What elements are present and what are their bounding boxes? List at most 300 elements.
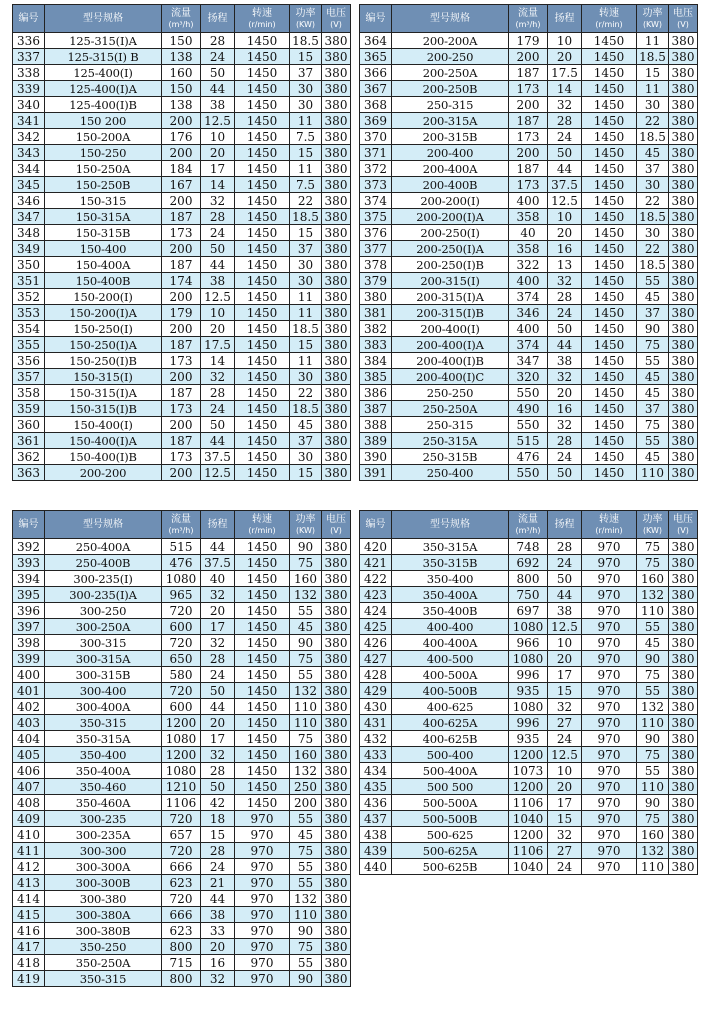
cell-power: 22 — [637, 241, 669, 257]
cell-flow: 476 — [509, 449, 548, 465]
cell-code: 368 — [360, 97, 392, 113]
header-model-label: 型号规格 — [83, 13, 123, 24]
cell-head: 44 — [548, 161, 582, 177]
cell-flow: 1080 — [509, 699, 548, 715]
cell-code: 437 — [360, 811, 392, 827]
header-model — [45, 5, 162, 33]
cell-model: 300-300 — [45, 843, 162, 859]
cell-model: 350-400B — [392, 603, 509, 619]
cell-speed: 1450 — [235, 747, 290, 763]
cell-head: 20 — [548, 225, 582, 241]
cell-head: 32 — [548, 273, 582, 289]
cell-speed: 1450 — [235, 417, 290, 433]
cell-flow: 966 — [509, 635, 548, 651]
cell-power: 160 — [290, 571, 322, 587]
cell-code: 371 — [360, 145, 392, 161]
cell-flow: 1200 — [509, 747, 548, 763]
header-voltage — [669, 511, 698, 539]
cell-code: 358 — [13, 385, 45, 401]
cell-voltage: 380 — [322, 859, 351, 875]
table-row — [13, 907, 351, 923]
cell-speed: 970 — [582, 747, 637, 763]
cell-head: 16 — [548, 401, 582, 417]
cell-power: 75 — [637, 337, 669, 353]
cell-speed: 1450 — [582, 177, 637, 193]
cell-head: 24 — [201, 401, 235, 417]
cell-power: 15 — [290, 225, 322, 241]
table-row — [360, 401, 698, 417]
cell-model: 400-400A — [392, 635, 509, 651]
table-row — [13, 587, 351, 603]
cell-flow: 1040 — [509, 811, 548, 827]
cell-head: 50 — [201, 417, 235, 433]
cell-power: 55 — [637, 683, 669, 699]
cell-model: 200-250(I) — [392, 225, 509, 241]
cell-code: 409 — [13, 811, 45, 827]
cell-flow: 200 — [162, 193, 201, 209]
cell-flow: 173 — [162, 225, 201, 241]
cell-head: 37.5 — [201, 555, 235, 571]
cell-head: 10 — [548, 635, 582, 651]
cell-code: 347 — [13, 209, 45, 225]
cell-power: 110 — [637, 603, 669, 619]
cell-speed: 970 — [235, 923, 290, 939]
table-row — [360, 635, 698, 651]
cell-speed: 970 — [582, 699, 637, 715]
cell-speed: 1450 — [582, 321, 637, 337]
cell-head: 21 — [201, 875, 235, 891]
cell-head: 24 — [201, 225, 235, 241]
cell-power: 30 — [290, 97, 322, 113]
cell-power: 22 — [290, 385, 322, 401]
table-row — [360, 49, 698, 65]
cell-voltage: 380 — [322, 353, 351, 369]
cell-head: 40 — [201, 571, 235, 587]
cell-speed: 970 — [582, 603, 637, 619]
cell-speed: 970 — [582, 779, 637, 795]
cell-voltage: 380 — [322, 65, 351, 81]
cell-code: 431 — [360, 715, 392, 731]
cell-flow: 187 — [162, 337, 201, 353]
cell-flow: 623 — [162, 923, 201, 939]
cell-speed: 1450 — [235, 321, 290, 337]
cell-flow: 692 — [509, 555, 548, 571]
cell-head: 20 — [548, 651, 582, 667]
cell-head: 44 — [548, 337, 582, 353]
cell-flow: 160 — [162, 65, 201, 81]
cell-flow: 200 — [162, 241, 201, 257]
table-row — [13, 177, 351, 193]
table-row — [13, 555, 351, 571]
cell-code: 404 — [13, 731, 45, 747]
cell-code: 363 — [13, 465, 45, 481]
cell-head: 33 — [201, 923, 235, 939]
header-flow-label: 流量 — [518, 513, 538, 525]
cell-speed: 1450 — [235, 241, 290, 257]
table-row — [360, 449, 698, 465]
header-voltage — [322, 5, 351, 33]
cell-voltage: 380 — [322, 209, 351, 225]
cell-head: 32 — [548, 827, 582, 843]
header-model-label: 型号规格 — [430, 13, 470, 24]
cell-speed: 970 — [235, 875, 290, 891]
cell-code: 435 — [360, 779, 392, 795]
cell-flow: 167 — [162, 177, 201, 193]
table-row — [13, 417, 351, 433]
cell-model: 350-315 — [45, 971, 162, 987]
cell-power: 200 — [290, 795, 322, 811]
cell-flow: 358 — [509, 241, 548, 257]
cell-voltage: 380 — [669, 177, 698, 193]
cell-voltage: 380 — [669, 337, 698, 353]
cell-code: 419 — [13, 971, 45, 987]
cell-power: 30 — [637, 177, 669, 193]
cell-power: 45 — [637, 145, 669, 161]
cell-speed: 1450 — [582, 113, 637, 129]
cell-speed: 1450 — [582, 449, 637, 465]
cell-speed: 1450 — [582, 385, 637, 401]
cell-voltage: 380 — [322, 417, 351, 433]
cell-power: 30 — [637, 97, 669, 113]
cell-head: 24 — [548, 129, 582, 145]
cell-model: 150-400(I)A — [45, 433, 162, 449]
cell-flow: 200 — [162, 321, 201, 337]
cell-speed: 1450 — [235, 113, 290, 129]
cell-speed: 970 — [582, 587, 637, 603]
cell-voltage: 380 — [322, 587, 351, 603]
cell-power: 75 — [290, 651, 322, 667]
table-row — [13, 971, 351, 987]
cell-head: 28 — [548, 113, 582, 129]
cell-flow: 320 — [509, 369, 548, 385]
cell-power: 45 — [637, 635, 669, 651]
header-flow-label: 流量 — [171, 7, 191, 19]
cell-speed: 970 — [582, 731, 637, 747]
cell-voltage: 380 — [669, 273, 698, 289]
cell-speed: 970 — [582, 715, 637, 731]
cell-head: 32 — [201, 587, 235, 603]
cell-code: 398 — [13, 635, 45, 651]
table-row — [360, 843, 698, 859]
cell-voltage: 380 — [669, 161, 698, 177]
cell-speed: 1450 — [235, 779, 290, 795]
cell-model: 250-315B — [392, 449, 509, 465]
cell-power: 30 — [290, 273, 322, 289]
cell-voltage: 380 — [322, 145, 351, 161]
cell-code: 337 — [13, 49, 45, 65]
cell-model: 200-200A — [392, 33, 509, 49]
header-power-label: 功率 — [642, 7, 663, 19]
cell-power: 22 — [637, 113, 669, 129]
header-row — [360, 511, 698, 539]
cell-voltage: 380 — [322, 827, 351, 843]
cell-model: 350-250 — [45, 939, 162, 955]
cell-code: 380 — [360, 289, 392, 305]
cell-voltage: 380 — [322, 619, 351, 635]
cell-flow: 1080 — [509, 651, 548, 667]
cell-power: 37 — [637, 401, 669, 417]
cell-speed: 1450 — [235, 161, 290, 177]
cell-code: 376 — [360, 225, 392, 241]
cell-model: 400-500B — [392, 683, 509, 699]
cell-model: 200-250 — [392, 49, 509, 65]
cell-head: 20 — [201, 939, 235, 955]
table-row — [13, 699, 351, 715]
cell-model: 300-300A — [45, 859, 162, 875]
cell-model: 350-460 — [45, 779, 162, 795]
header-code — [360, 511, 392, 539]
cell-voltage: 380 — [322, 891, 351, 907]
table-row — [13, 571, 351, 587]
cell-speed: 1450 — [235, 571, 290, 587]
header-voltage-unit: (V) — [330, 525, 342, 535]
cell-speed: 1450 — [235, 763, 290, 779]
table-row — [13, 97, 351, 113]
cell-model: 250-400B — [45, 555, 162, 571]
cell-voltage: 380 — [322, 337, 351, 353]
table-row — [360, 433, 698, 449]
cell-head: 15 — [548, 683, 582, 699]
cell-power: 30 — [290, 449, 322, 465]
cell-power: 132 — [637, 699, 669, 715]
cell-voltage: 380 — [669, 33, 698, 49]
cell-code: 382 — [360, 321, 392, 337]
cell-speed: 1450 — [582, 337, 637, 353]
cell-head: 50 — [201, 779, 235, 795]
cell-head: 17.5 — [201, 337, 235, 353]
cell-flow: 150 — [162, 33, 201, 49]
cell-speed: 970 — [582, 539, 637, 555]
cell-code: 425 — [360, 619, 392, 635]
cell-speed: 970 — [582, 843, 637, 859]
cell-speed: 1450 — [582, 289, 637, 305]
table-row — [360, 129, 698, 145]
cell-flow: 138 — [162, 49, 201, 65]
cell-power: 75 — [637, 539, 669, 555]
cell-code: 407 — [13, 779, 45, 795]
header-code — [13, 511, 45, 539]
cell-power: 90 — [637, 321, 669, 337]
cell-voltage: 380 — [322, 715, 351, 731]
cell-power: 132 — [637, 587, 669, 603]
cell-head: 28 — [201, 843, 235, 859]
cell-voltage: 380 — [322, 449, 351, 465]
cell-code: 377 — [360, 241, 392, 257]
cell-voltage: 380 — [322, 971, 351, 987]
table-row — [13, 289, 351, 305]
cell-head: 15 — [201, 827, 235, 843]
cell-speed: 1450 — [582, 209, 637, 225]
cell-speed: 970 — [582, 763, 637, 779]
cell-flow: 515 — [509, 433, 548, 449]
cell-flow: 200 — [162, 113, 201, 129]
cell-speed: 1450 — [582, 81, 637, 97]
cell-model: 150-200(I)A — [45, 305, 162, 321]
cell-model: 150-250A — [45, 161, 162, 177]
cell-code: 415 — [13, 907, 45, 923]
header-power-unit: (KW) — [642, 525, 663, 535]
table-row — [13, 369, 351, 385]
cell-speed: 970 — [235, 827, 290, 843]
cell-code: 440 — [360, 859, 392, 875]
cell-voltage: 380 — [322, 571, 351, 587]
table-row — [360, 369, 698, 385]
cell-voltage: 380 — [669, 305, 698, 321]
cell-power: 18.5 — [637, 209, 669, 225]
cell-power: 30 — [290, 257, 322, 273]
table-row — [360, 571, 698, 587]
cell-model: 500-500A — [392, 795, 509, 811]
cell-head: 44 — [201, 891, 235, 907]
cell-voltage: 380 — [322, 273, 351, 289]
cell-model: 400-500 — [392, 651, 509, 667]
cell-flow: 666 — [162, 859, 201, 875]
table-row — [360, 161, 698, 177]
table-row — [360, 683, 698, 699]
cell-speed: 1450 — [235, 97, 290, 113]
cell-voltage: 380 — [322, 603, 351, 619]
cell-model: 150-200(I) — [45, 289, 162, 305]
cell-head: 50 — [548, 571, 582, 587]
cell-code: 420 — [360, 539, 392, 555]
cell-voltage: 380 — [322, 289, 351, 305]
table-row — [13, 763, 351, 779]
cell-code: 413 — [13, 875, 45, 891]
cell-model: 200-400B — [392, 177, 509, 193]
cell-flow: 1080 — [162, 731, 201, 747]
cell-power: 110 — [290, 715, 322, 731]
cell-speed: 1450 — [235, 225, 290, 241]
cell-head: 28 — [548, 433, 582, 449]
cell-head: 28 — [201, 33, 235, 49]
cell-model: 300-315 — [45, 635, 162, 651]
header-row — [13, 511, 351, 539]
cell-power: 75 — [290, 939, 322, 955]
table-row — [360, 65, 698, 81]
cell-flow: 748 — [509, 539, 548, 555]
header-speed-label: 转速 — [252, 513, 272, 525]
cell-head: 32 — [548, 417, 582, 433]
cell-speed: 970 — [582, 859, 637, 875]
cell-head: 27 — [548, 843, 582, 859]
cell-flow: 1200 — [509, 779, 548, 795]
header-speed-unit: (r/min) — [248, 525, 276, 535]
cell-flow: 666 — [162, 907, 201, 923]
table-row — [360, 289, 698, 305]
cell-flow: 935 — [509, 731, 548, 747]
cell-head: 13 — [548, 257, 582, 273]
cell-voltage: 380 — [669, 193, 698, 209]
header-flow — [162, 511, 201, 539]
cell-power: 132 — [290, 587, 322, 603]
cell-head: 20 — [201, 715, 235, 731]
cell-voltage: 380 — [322, 161, 351, 177]
cell-code: 417 — [13, 939, 45, 955]
cell-code: 392 — [13, 539, 45, 555]
cell-speed: 1450 — [582, 369, 637, 385]
cell-model: 200-315(I)A — [392, 289, 509, 305]
cell-voltage: 380 — [322, 955, 351, 971]
cell-code: 410 — [13, 827, 45, 843]
cell-power: 37 — [290, 65, 322, 81]
cell-voltage: 380 — [669, 433, 698, 449]
table-row — [360, 779, 698, 795]
cell-code: 381 — [360, 305, 392, 321]
cell-model: 150-400A — [45, 257, 162, 273]
cell-code: 365 — [360, 49, 392, 65]
cell-power: 30 — [290, 81, 322, 97]
cell-model: 500-400 — [392, 747, 509, 763]
cell-flow: 1200 — [162, 747, 201, 763]
header-power — [290, 5, 322, 33]
header-head — [548, 5, 582, 33]
cell-model: 150-400B — [45, 273, 162, 289]
cell-flow: 657 — [162, 827, 201, 843]
cell-code: 350 — [13, 257, 45, 273]
header-voltage — [669, 5, 698, 33]
cell-flow: 515 — [162, 539, 201, 555]
cell-head: 17 — [201, 619, 235, 635]
cell-model: 250-250A — [392, 401, 509, 417]
cell-head: 28 — [548, 289, 582, 305]
table-row — [13, 859, 351, 875]
cell-power: 75 — [290, 843, 322, 859]
cell-voltage: 380 — [669, 587, 698, 603]
cell-model: 150-315(I)B — [45, 401, 162, 417]
cell-speed: 970 — [582, 651, 637, 667]
cell-flow: 600 — [162, 699, 201, 715]
cell-flow: 200 — [509, 145, 548, 161]
cell-code: 411 — [13, 843, 45, 859]
cell-flow: 138 — [162, 97, 201, 113]
cell-voltage: 380 — [322, 539, 351, 555]
cell-code: 395 — [13, 587, 45, 603]
cell-code: 342 — [13, 129, 45, 145]
table-row — [13, 875, 351, 891]
cell-model: 400-400 — [392, 619, 509, 635]
cell-head: 44 — [201, 81, 235, 97]
cell-flow: 996 — [509, 715, 548, 731]
cell-code: 352 — [13, 289, 45, 305]
cell-speed: 1450 — [235, 683, 290, 699]
cell-flow: 1073 — [509, 763, 548, 779]
cell-speed: 1450 — [235, 65, 290, 81]
cell-power: 110 — [290, 907, 322, 923]
cell-code: 428 — [360, 667, 392, 683]
table-row — [360, 827, 698, 843]
cell-code: 366 — [360, 65, 392, 81]
cell-speed: 1450 — [235, 619, 290, 635]
cell-voltage: 380 — [669, 603, 698, 619]
cell-flow: 720 — [162, 683, 201, 699]
cell-flow: 1106 — [509, 843, 548, 859]
table-row — [360, 241, 698, 257]
table-row — [360, 539, 698, 555]
cell-code: 433 — [360, 747, 392, 763]
cell-voltage: 380 — [669, 747, 698, 763]
cell-head: 24 — [548, 859, 582, 875]
cell-code: 387 — [360, 401, 392, 417]
cell-code: 390 — [360, 449, 392, 465]
cell-speed: 1450 — [582, 65, 637, 81]
cell-voltage: 380 — [322, 177, 351, 193]
cell-flow: 720 — [162, 843, 201, 859]
cell-code: 336 — [13, 33, 45, 49]
cell-head: 32 — [548, 97, 582, 113]
header-code — [13, 5, 45, 33]
cell-model: 150-400 — [45, 241, 162, 257]
header-code-label: 编号 — [18, 13, 39, 24]
